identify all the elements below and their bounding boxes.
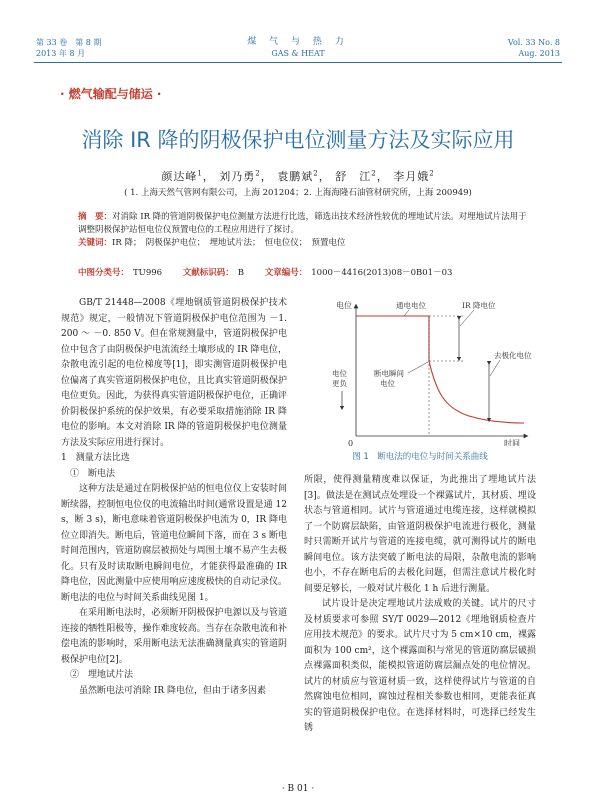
journal-volume-english: Vol. 33 No. 8 Aug. 2013 (507, 38, 560, 58)
more-negative-label-1: 电位 (332, 369, 347, 378)
label-depolarization: 去极化电位 (494, 351, 532, 360)
subsection-heading: ① 断电法 (70, 468, 116, 479)
paragraph: 虽然断电法可消除 IR 降电位，但由于诸多因素 (79, 685, 267, 696)
paragraph: 在采用断电法时，必须断开阴极保护电源以及与管道连接的牺牲阳极等，操作难度较高。当存在杂散电流和补偿电流的影响时，采用断电法无法准确测量真实的管道阴极保护电位[2]。 (61, 608, 287, 665)
paragraph: 试片设计是决定埋地试片法成败的关键。试片的尺寸及材质要求可参照 SY/T 0029—2012《埋地钢质检查片应用技术规范》的要求。试片尺寸为 5 cm×10 cm，裸露面积为 100 cm²，这个裸露面积与常见的管道防腐层破损点裸露面积类似，能模拟管道防腐层漏点处的电位情况。试片的材质应与管道材质一致，这样使得试片与管道的自然腐蚀电位相同，腐蚀过程相关参数也相同，更能表征真实的管道阴极保护电位。在选择材料时，可选择已经发生锈 (304, 599, 536, 733)
affiliation: ( 1. 上海天然气管网有限公司，上海 201204；2. 上海海隆石油管材研究所，上海 200949) (124, 188, 472, 198)
figure-1 (304, 296, 536, 446)
origin-label: 0 (348, 439, 354, 446)
more-negative-label-2: 更负 (332, 379, 347, 388)
label-ir-drop: IR 降电位 (462, 301, 496, 310)
doc-code-value: B (237, 268, 245, 278)
page-number: · B 01 · (281, 784, 315, 794)
section-heading: 1 测量方法比选 (61, 453, 130, 463)
abstract-block (78, 211, 530, 250)
x-axis-label: 时间 (504, 439, 520, 446)
abstract-text: 对消除 IR 降的管道阴极保护电位测量方法进行比选，筛选出技术经济性较优的埋地试片法。对埋地试片法用于调整阴极保护站恒电位仪预置电位的工程应用进行了探讨。 (78, 212, 527, 235)
label-on-potential: 通电电位 (396, 301, 426, 310)
paper-title: 消除 IR 降的阴极保护电位测量方法及实际应用 (81, 128, 515, 152)
article-no-label: 文章编号： (264, 268, 308, 278)
clc-value: TU996 (133, 268, 163, 278)
doc-code-label: 文献标识码： (182, 268, 234, 278)
author: 袁鹏斌$^2$ (277, 169, 319, 183)
journal-volume-issue: 第 33 卷 第 8 期 2013 年 8 月 (36, 38, 102, 58)
paragraph: GB/T 21448—2008《埋地钢质管道阴极保护技术规范》规定，一般情况下管道阴极保护电位范围为 －1. 200 ～ －0. 850 V。但在常规测量中，管道阴极保护电位中包含了由阴极保护电流流经土壤形成的 IR 降电位，杂散电流引起的电位梯度等[1]，即实测管道阴极保护电位偏离了真实管道阴极保护电位，且比真实管道阴极保护电位更负。因此，为获得真实管道阴极保护电位，正确评价阴极保护系统的保护效果，有必要采取措施消除 IR 降电位的影响。本文对消除 IR 降的管道阴极保护电位测量方法及实际应用进行探讨。 (61, 298, 287, 448)
keywords-label: 关键词： (78, 238, 113, 248)
classification-line (78, 266, 530, 278)
journal-name: 煤 气 与 热 力 GAS & HEAT (247, 37, 349, 58)
figure-caption: 图 1 断电法的电位与时间关系曲线 (352, 452, 488, 462)
y-axis-label: 电位 (336, 301, 352, 310)
paragraph: 这种方法是通过在阴极保护站的恒电位仪上安装时间断续器，控制恒电位仪的电流输出时间(通常设置是通 12 s，断 3 s)，断电意味着管道阴极保护电流为 0，IR 降电位立即消失。断电后，管道电位瞬间下落，而在 3 s 断电时间范围内，管道防腐层被损处与周围土壤不易产生去极化。只有及时读取断电瞬间电位，才能获得最准确的 IR 降电位，因此测量中应使用响应速度极快的自动记录仪。断电法的电位与时间关系曲线见图 1。 (61, 484, 287, 603)
potential-time-diagram (304, 296, 536, 446)
left-column (61, 296, 287, 699)
leader-on (404, 310, 409, 316)
abstract-label: 摘 要： (78, 212, 113, 222)
label-instant-off-1: 断电瞬间 (374, 369, 404, 378)
author: 舒 江$^2$ (335, 169, 377, 183)
label-instant-off-2: 电位 (380, 379, 395, 388)
right-column (304, 473, 536, 737)
leader-instant-off (408, 362, 428, 373)
subsection-heading: ② 埋地试片法 (70, 670, 134, 680)
leader-ir (460, 310, 474, 326)
article-no-value: 1000－4416(2013)08－0B01－03 (311, 268, 453, 278)
paragraph: 所限，使得测量精度难以保证，为此推出了埋地试片法[3]。做法是在测试点处埋设一个裸露试片，其材质、埋设状态与管道相同。试片与管道通过电缆连接，这样就模拟了一个防腐层缺陷，由管道阴极保护电流进行极化，测量时只需断开试片与管道的连接电缆，就可测得试片的断电瞬间电位。该方法突破了断电法的局限，杂散电流的影响也小，不存在断电后的去极化问题，但需注意试片极化时间要足够长，一般对试片极化 1 h 后进行测量。 (304, 475, 536, 594)
abstract (78, 211, 530, 237)
keywords (78, 237, 530, 250)
section-tag: · 燃气输配与储运 · (60, 87, 162, 101)
author-list: 颜达峰$^1$， 刘乃勇$^2$， 袁鹏斌$^2$， 舒 江$^2$， 李月娥$^2$ (161, 169, 435, 183)
clc-label: 中图分类号： (78, 268, 130, 278)
header-divider (34, 62, 562, 63)
author: 颜达峰$^1$ (161, 169, 203, 183)
author: 刘乃勇$^2$ (219, 169, 261, 183)
leader-depol (490, 360, 500, 376)
keywords-text: IR 降； 阴极保护电位； 埋地试片法； 恒电位仪； 预置电位 (112, 238, 346, 248)
author: 李月娥$^2$ (393, 169, 435, 183)
